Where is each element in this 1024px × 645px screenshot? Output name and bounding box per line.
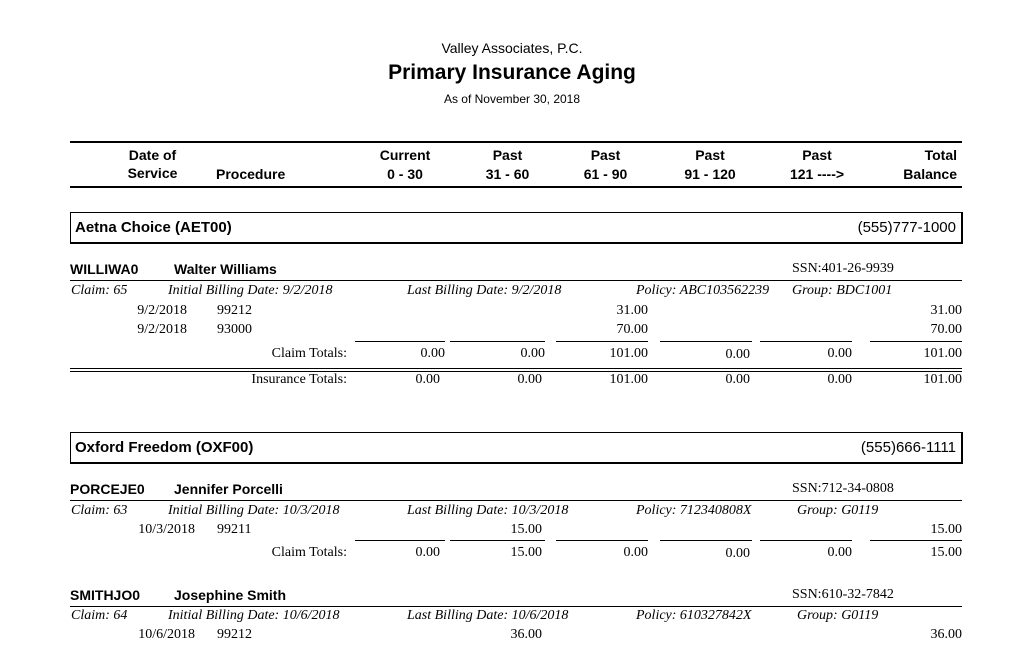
policy-number: Policy: ABC103562239 bbox=[636, 283, 770, 298]
patient-rule bbox=[70, 280, 962, 281]
report-date: As of November 30, 2018 bbox=[443, 92, 581, 106]
carrier-header-box bbox=[70, 212, 963, 244]
claim-total-rule bbox=[870, 341, 962, 342]
claim-total-rule bbox=[760, 341, 852, 342]
claim-total-balance: 101.00 bbox=[923, 346, 962, 361]
col-past2-label-1: Past bbox=[590, 147, 621, 163]
claim-total-rule bbox=[870, 540, 962, 541]
col-past3-label-1: Past bbox=[695, 147, 725, 163]
col-procedure-label: Procedure bbox=[216, 166, 286, 182]
company-name: Valley Associates, P.C. bbox=[441, 40, 583, 56]
patient-code: WILLIWA0 bbox=[70, 261, 139, 277]
line-past-61-90: 31.00 bbox=[616, 303, 648, 318]
group-number: Group: G0119 bbox=[797, 503, 879, 518]
col-total-label-1: Total bbox=[924, 147, 957, 163]
initial-billing-date: Initial Billing Date: 9/2/2018 bbox=[168, 283, 333, 298]
patient-code: PORCEJE0 bbox=[70, 481, 145, 497]
patient-rule bbox=[70, 606, 962, 607]
col-date-label-1: Date of bbox=[128, 147, 177, 163]
policy-number: Policy: 610327842X bbox=[636, 608, 752, 623]
carrier-phone: (555)666-1111 bbox=[860, 439, 956, 456]
col-past2-label-2: 61 - 90 bbox=[583, 166, 628, 182]
insurance-total-rule bbox=[70, 368, 962, 369]
last-billing-date: Last Billing Date: 10/6/2018 bbox=[407, 608, 569, 623]
patient-name: Josephine Smith bbox=[174, 587, 287, 603]
patient-name: Jennifer Porcelli bbox=[174, 481, 283, 497]
last-billing-date: Last Billing Date: 10/3/2018 bbox=[407, 503, 569, 518]
col-total-label-2: Balance bbox=[903, 166, 957, 182]
patient-name: Walter Williams bbox=[174, 261, 277, 277]
line-procedure: 99211 bbox=[217, 522, 252, 537]
carrier-name: Oxford Freedom (OXF00) bbox=[75, 439, 254, 456]
claim-total-rule bbox=[450, 540, 545, 541]
claim-total-past-31-60: 15.00 bbox=[510, 545, 542, 560]
line-procedure: 99212 bbox=[217, 303, 252, 318]
header-bottom-rule bbox=[70, 186, 962, 188]
claim-total-rule bbox=[556, 341, 648, 342]
line-total-balance: 31.00 bbox=[930, 303, 962, 318]
patient-rule bbox=[70, 500, 962, 501]
header-top-rule bbox=[70, 141, 962, 143]
line-service-date: 10/3/2018 bbox=[138, 522, 195, 537]
patient-ssn: SSN:712-34-0808 bbox=[792, 481, 894, 496]
line-procedure: 99212 bbox=[217, 627, 252, 642]
insurance-total-balance: 101.00 bbox=[923, 372, 962, 387]
claim-totals-label: Claim Totals: bbox=[271, 346, 347, 361]
line-past-31-60: 36.00 bbox=[510, 627, 542, 642]
claim-total-current: 0.00 bbox=[420, 346, 445, 361]
col-past1-label-1: Past bbox=[492, 147, 523, 163]
claim-total-balance: 15.00 bbox=[930, 545, 962, 560]
claim-number: Claim: 64 bbox=[71, 608, 128, 623]
line-past-61-90: 70.00 bbox=[616, 322, 648, 337]
report-title: Primary Insurance Aging bbox=[388, 61, 636, 84]
col-current-label-1: Current bbox=[379, 147, 431, 163]
insurance-total-current: 0.00 bbox=[415, 372, 440, 387]
col-date-label-2: Service bbox=[127, 165, 178, 181]
col-current-label-2: 0 - 30 bbox=[387, 166, 423, 182]
insurance-total-past-61-90: 101.00 bbox=[609, 372, 648, 387]
claim-number: Claim: 63 bbox=[71, 503, 128, 518]
group-number: Group: G0119 bbox=[797, 608, 879, 623]
claim-total-past-121: 0.00 bbox=[827, 545, 852, 560]
claim-number: Claim: 65 bbox=[71, 283, 128, 298]
line-past-31-60: 15.00 bbox=[510, 522, 542, 537]
line-service-date: 10/6/2018 bbox=[138, 627, 195, 642]
claim-total-past-91-120: 0.00 bbox=[725, 546, 750, 561]
claim-total-past-121: 0.00 bbox=[827, 346, 852, 361]
claim-totals-label: Claim Totals: bbox=[271, 545, 347, 560]
claim-total-rule bbox=[355, 540, 445, 541]
patient-code: SMITHJO0 bbox=[70, 587, 141, 603]
insurance-total-past-31-60: 0.00 bbox=[517, 372, 542, 387]
claim-total-rule bbox=[355, 341, 445, 342]
insurance-total-past-121: 0.00 bbox=[827, 372, 852, 387]
col-past4-label-2: 121 ----> bbox=[789, 166, 845, 182]
claim-total-rule bbox=[450, 341, 545, 342]
claim-total-rule bbox=[556, 540, 648, 541]
patient-ssn: SSN:610-32-7842 bbox=[792, 587, 894, 602]
line-total-balance: 70.00 bbox=[930, 322, 962, 337]
claim-total-rule bbox=[660, 540, 752, 541]
line-service-date: 9/2/2018 bbox=[137, 322, 187, 337]
last-billing-date: Last Billing Date: 9/2/2018 bbox=[407, 283, 562, 298]
line-total-balance: 15.00 bbox=[930, 522, 962, 537]
line-service-date: 9/2/2018 bbox=[137, 303, 187, 318]
initial-billing-date: Initial Billing Date: 10/3/2018 bbox=[168, 503, 340, 518]
insurance-totals-label: Insurance Totals: bbox=[251, 372, 347, 387]
group-number: Group: BDC1001 bbox=[792, 283, 893, 298]
carrier-header-box bbox=[70, 432, 963, 464]
claim-total-past-31-60: 0.00 bbox=[520, 346, 545, 361]
col-past1-label-2: 31 - 60 bbox=[485, 166, 530, 182]
claim-total-past-91-120: 0.00 bbox=[725, 347, 750, 362]
carrier-phone: (555)777-1000 bbox=[857, 219, 956, 236]
claim-total-rule bbox=[760, 540, 852, 541]
policy-number: Policy: 712340808X bbox=[636, 503, 752, 518]
claim-total-current: 0.00 bbox=[415, 545, 440, 560]
col-past3-label-2: 91 - 120 bbox=[684, 166, 736, 182]
line-total-balance: 36.00 bbox=[930, 627, 962, 642]
patient-ssn: SSN:401-26-9939 bbox=[792, 261, 894, 276]
col-past4-label-1: Past bbox=[802, 147, 832, 163]
claim-total-past-61-90: 101.00 bbox=[609, 346, 648, 361]
carrier-name: Aetna Choice (AET00) bbox=[75, 219, 232, 236]
claim-total-rule bbox=[660, 341, 752, 342]
initial-billing-date: Initial Billing Date: 10/6/2018 bbox=[168, 608, 340, 623]
line-procedure: 93000 bbox=[217, 322, 252, 337]
claim-total-past-61-90: 0.00 bbox=[623, 545, 648, 560]
insurance-total-past-91-120: 0.00 bbox=[725, 372, 750, 387]
